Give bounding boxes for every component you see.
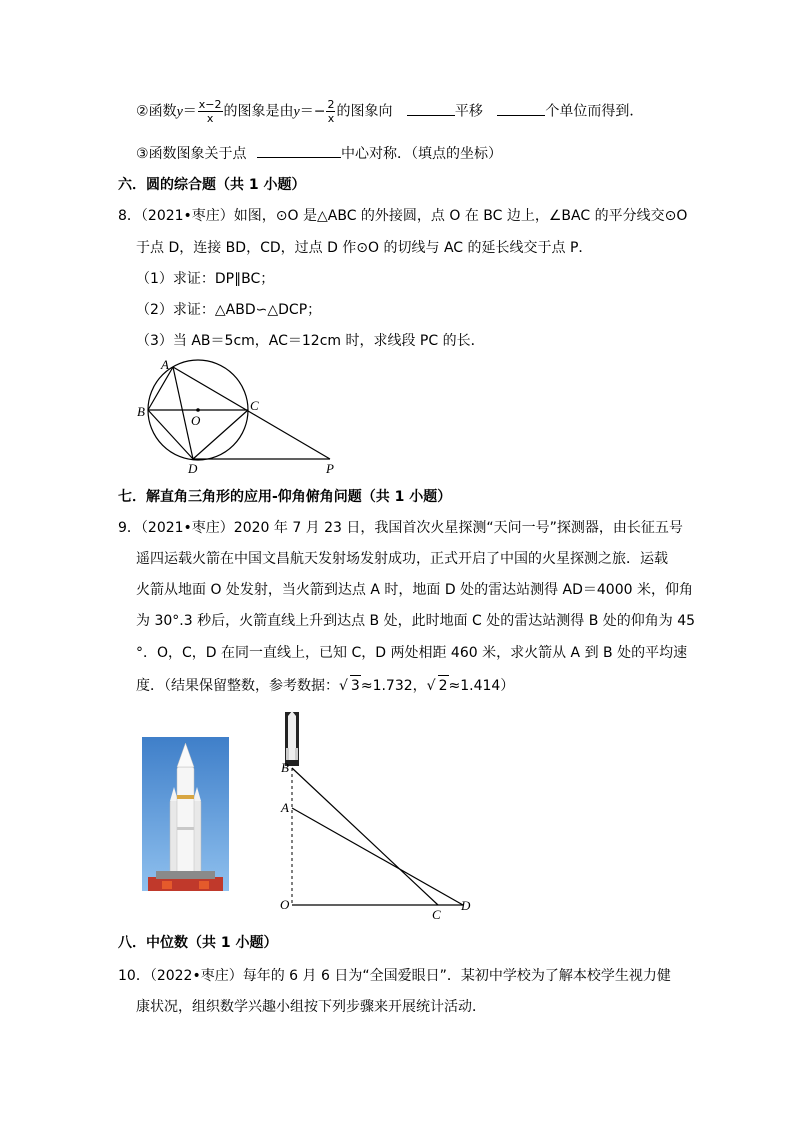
label-a: A — [281, 800, 289, 815]
q10-line-1: 10．（2022•枣庄）每年的 6 月 6 日为“全国爱眼日”．某初中学校为了解本校学生视力健 — [118, 968, 671, 984]
q9-line-5: °．O，C，D 在同一直线上，已知 C，D 两处相距 460 米，求火箭从 A 到 B 处的平均速 — [136, 645, 688, 661]
label-b: B — [137, 404, 145, 419]
q7-part2-line: ②函数y＝ $\frac{x-2}{x}$ 的图象是由y＝− $\frac{2}{x}$ 的图象向 平移 个单位而得到． — [136, 98, 644, 125]
q10-line-2: 康状况，组织数学兴趣小组按下列步骤来开展统计活动． — [136, 999, 486, 1015]
section-8-title: 八．中位数（共 1 小题） — [118, 935, 278, 951]
label-a: A — [161, 357, 169, 372]
answer-blank-units — [497, 101, 545, 116]
rocket-photo — [142, 737, 229, 891]
q8-intro-line-1: 8．（2021•枣庄）如图，⊙O 是△ABC 的外接圆，点 O 在 BC 边上，∠BAC 的平分线交⊙O — [118, 208, 688, 224]
q8-part-1: （1）求证：DP∥BC； — [136, 271, 275, 287]
section-7-title: 七．解直角三角形的应用-仰角俯角问题（共 1 小题） — [118, 489, 452, 505]
segment-ad — [292, 808, 463, 905]
q9-rocket-figure — [278, 710, 478, 920]
label-c: C — [432, 907, 441, 920]
q8-part-3: （3）当 AB＝5cm，AC＝12cm 时，求线段 PC 的长． — [136, 333, 485, 349]
label-d: D — [188, 461, 198, 476]
segment-cd — [193, 410, 248, 459]
label-b: B — [281, 760, 289, 775]
section-6-title: 六．圆的综合题（共 1 小题） — [118, 177, 306, 193]
q9-line-1: 9．（2021•枣庄）2020 年 7 月 23 日，我国首次火星探测“天问一号”探测器，由长征五号 — [118, 520, 683, 536]
q7-part3-line: ③函数图象关于点 中心对称．（填点的坐标） — [136, 143, 502, 164]
q9-line-2: 遥四运载火箭在中国文昌航天发射场发射成功，正式开启了中国的火星探测之旅．运载 — [136, 551, 668, 567]
label-o: O — [280, 897, 290, 912]
rocket-icon — [285, 711, 299, 766]
center-dot — [196, 408, 200, 412]
q8-intro-line-2: 于点 D，连接 BD，CD，过点 D 作⊙O 的切线与 AC 的延长线交于点 P． — [136, 240, 593, 256]
label-c: C — [250, 398, 259, 413]
segment-bc — [292, 768, 438, 905]
label-o: O — [191, 413, 201, 428]
segment-ad — [173, 367, 193, 459]
q7-part2-marker: ② — [136, 103, 149, 120]
q9-line-4: 为 30°.3 秒后，火箭直线上升到达点 B 处，此时地面 C 处的雷达站测得 B 处的仰角为 45 — [136, 613, 696, 629]
sqrt-3: 3 — [350, 675, 361, 696]
segment-ab — [148, 367, 173, 410]
label-d: D — [461, 898, 471, 913]
answer-blank-point — [257, 143, 341, 158]
q9-line-3: 火箭从地面 O 处发射，当火箭到达点 A 时，地面 D 处的雷达站测得 AD＝4000 米，仰角 — [136, 582, 693, 598]
fraction-2: $\frac{2}{x}$ — [327, 98, 335, 125]
label-p: P — [326, 461, 334, 476]
answer-blank-direction — [407, 101, 455, 116]
sqrt-2: 2 — [438, 675, 449, 696]
q9-line-6: 度．（结果保留整数，参考数据：√ 3≈1.732，√ 2≈1.414） — [136, 675, 514, 696]
fraction-1: $\frac{x-2}{x}$ — [198, 98, 222, 125]
q8-part-2: （2）求证：△ABD∽△DCP； — [136, 302, 322, 318]
q8-circle-figure — [130, 355, 350, 480]
